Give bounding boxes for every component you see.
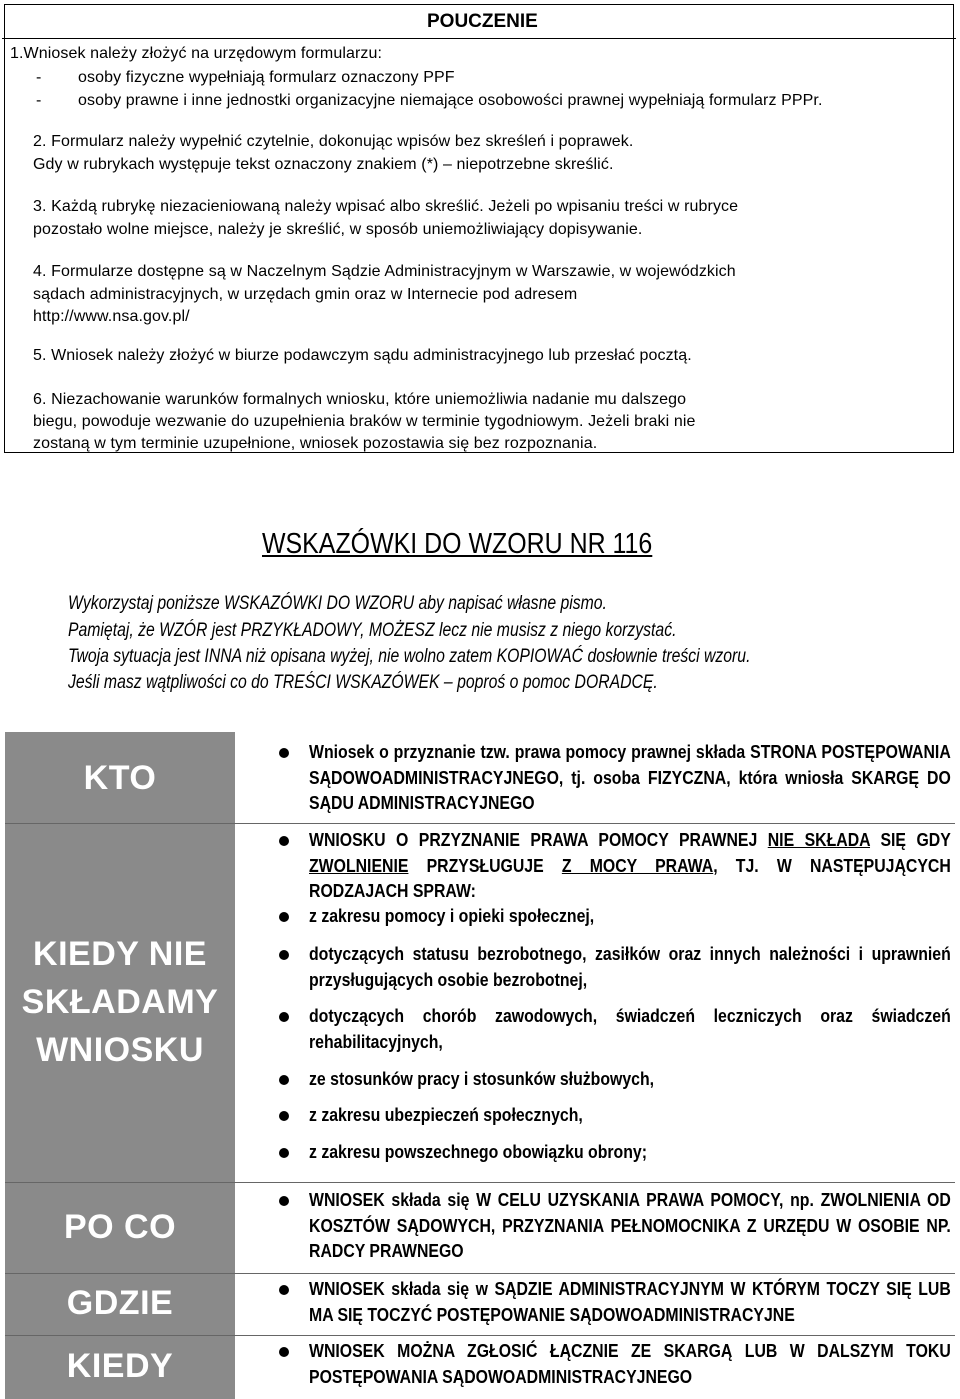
row-separator (5, 1335, 955, 1336)
label-kto: KTO (83, 759, 157, 797)
kiedy-nie-item-1: z zakresu pomocy i opieki społecznej, (309, 906, 595, 926)
row-separator (5, 1182, 955, 1183)
po-co-text: WNIOSEK składa się W CELU UZYSKANIA PRAWA POMOCY, np. ZWOLNIENIA OD KOSZTÓW SĄDOWYCH, PRZYZNANIA PEŁNOMOCNIKA Z URZĘDU W OSOBIE NP. RADCY PRAWNEGO (309, 1190, 951, 1261)
bullet-icon (279, 912, 289, 922)
bullet-icon (279, 1012, 289, 1022)
pouczenie-p6a: 6. Niezachowanie warunków formalnych wniosku, które uniemożliwia nadanie mu dalszego (33, 391, 687, 408)
kiedy-nie-item-4: ze stosunków pracy i stosunków służbowych, (309, 1069, 655, 1089)
bullet-icon (279, 950, 289, 960)
label-kiedy: KIEDY (66, 1347, 174, 1385)
wskazowki-line-1: Wykorzystaj poniższe WSKAZÓWKI DO WZORU aby napisać własne pismo. (68, 593, 607, 614)
pouczenie-p2a: 2. Formularz należy wypełnić czytelnie, dokonując wpisów bez skreśleń i poprawek. (33, 133, 634, 150)
bullet-icon (279, 836, 289, 846)
bullet-icon (279, 1347, 289, 1357)
pouczenie-p1a: - osoby fizyczne wypełniają formularz oznaczony PPF (36, 69, 455, 86)
wskazowki-line-3: Twoja sytuacja jest INNA niż opisana wyżej, nie wolno zatem KOPIOWAĆ dosłownie treści wzoru. (68, 646, 751, 667)
bullet-icon (279, 1111, 289, 1121)
pouczenie-p1b: - osoby prawne i inne jednostki organizacyjne niemające osobowości prawnej wypełniają formularz PPPr. (36, 92, 823, 109)
pouczenie-p6c: zostaną w tym terminie uzupełnione, wniosek pozostawia się bez rozpoznania. (33, 435, 598, 452)
wskazowki-title: WSKAZÓWKI DO WZORU NR 116 (262, 528, 653, 560)
kto-text: Wniosek o przyznanie tzw. prawa pomocy prawnej składa STRONA POSTĘPOWANIA SĄDOWOADMINISTRACYJNEGO, tj. osoba FIZYCZNA, która wniosła SKARGĘ DO SĄDU ADMINISTRACYJNEGO (309, 742, 951, 813)
pouczenie-p3a: 3. Każdą rubrykę niezacieniowaną należy wpisać albo skreślić. Jeżeli po wpisaniu treści w rubryce (33, 198, 739, 215)
pouczenie-p4b: sądach administracyjnych, w urzędach gmin oraz w Internecie pod adresem (33, 286, 578, 303)
gdzie-text: WNIOSEK składa się w SĄDZIE ADMINISTRACYJNYM W KTÓRYM TOCZY SIĘ LUB MA SIĘ TOCZYĆ POSTĘPOWANIE SĄDOWOADMINISTRACYJNE (309, 1279, 951, 1325)
wskazowki-line-4: Jeśli masz wątpliwości co do TREŚCI WSKAZÓWEK – poproś o pomoc DORADCĘ. (68, 672, 658, 693)
bullet-icon (279, 1148, 289, 1158)
pouczenie-p3b: pozostało wolne miejsce, należy je skreślić, w sposób uniemożliwiający dopisywanie. (33, 221, 643, 238)
wskazowki-line-2: Pamiętaj, że WZÓR jest PRZYKŁADOWY, MOŻESZ lecz nie musisz z niego korzystać. (68, 620, 677, 641)
bullet-icon (279, 1196, 289, 1206)
pouczenie-p4a: 4. Formularze dostępne są w Naczelnym Sądzie Administracyjnym w Warszawie, w wojewódzkich (33, 263, 736, 280)
pouczenie-p2b: Gdy w rubrykach występuje tekst oznaczony znakiem (*) – niepotrzebne skreślić. (33, 156, 614, 173)
kiedy-nie-intro: WNIOSKU O PRZYZNANIE PRAWA POMOCY PRAWNEJ NIE SKŁADA SIĘ GDY ZWOLNIENIE PRZYSŁUGUJE Z MOCY PRAWA, TJ. W NASTĘPUJĄCYCH RODZAJACH SPRAW: (309, 830, 951, 901)
bullet-icon (279, 748, 289, 758)
kiedy-text: WNIOSEK MOŻNA ZGŁOSIĆ ŁĄCZNIE ZE SKARGĄ LUB W DALSZYM TOKU POSTĘPOWANIA SĄDOWOADMINISTRACYJNEGO (309, 1341, 951, 1387)
pouczenie-p5: 5. Wniosek należy złożyć w biurze podawczym sądu administracyjnego lub przesłać pocztą. (33, 347, 692, 364)
kiedy-nie-item-3: dotyczących chorób zawodowych, świadczeń leczniczych oraz świadczeń rehabilitacyjnych, (309, 1006, 951, 1052)
bullet-icon (279, 1075, 289, 1085)
kiedy-nie-item-5: z zakresu ubezpieczeń społecznych, (309, 1105, 583, 1125)
pouczenie-p6b: biegu, powoduje wezwanie do uzupełnienia braków w terminie tygodniowym. Jeżeli braki nie (33, 413, 696, 430)
pouczenie-title: POUCZENIE (427, 11, 538, 32)
row-separator (5, 823, 955, 824)
label-kiedy-nie-2: SKŁADAMY (21, 983, 219, 1021)
kiedy-nie-item-2: dotyczących statusu bezrobotnego, zasiłków oraz innych należności i uprawnień przysługujących osobie bezrobotnej, (309, 944, 951, 990)
pouczenie-header-rule (2, 38, 956, 39)
label-kiedy-nie-1: KIEDY NIE (33, 935, 207, 973)
pouczenie-p4c: http://www.nsa.gov.pl/ (33, 308, 190, 325)
label-gdzie: GDZIE (66, 1284, 174, 1322)
pouczenie-p1: 1.Wniosek należy złożyć na urzędowym formularzu: (10, 45, 383, 62)
bullet-icon (279, 1285, 289, 1295)
label-kiedy-nie-3: WNIOSKU (36, 1031, 204, 1069)
table-label-column (5, 732, 235, 1399)
label-po-co: PO CO (63, 1208, 177, 1246)
kiedy-nie-item-6: z zakresu powszechnego obowiązku obrony; (309, 1142, 647, 1162)
row-separator (5, 1273, 955, 1274)
